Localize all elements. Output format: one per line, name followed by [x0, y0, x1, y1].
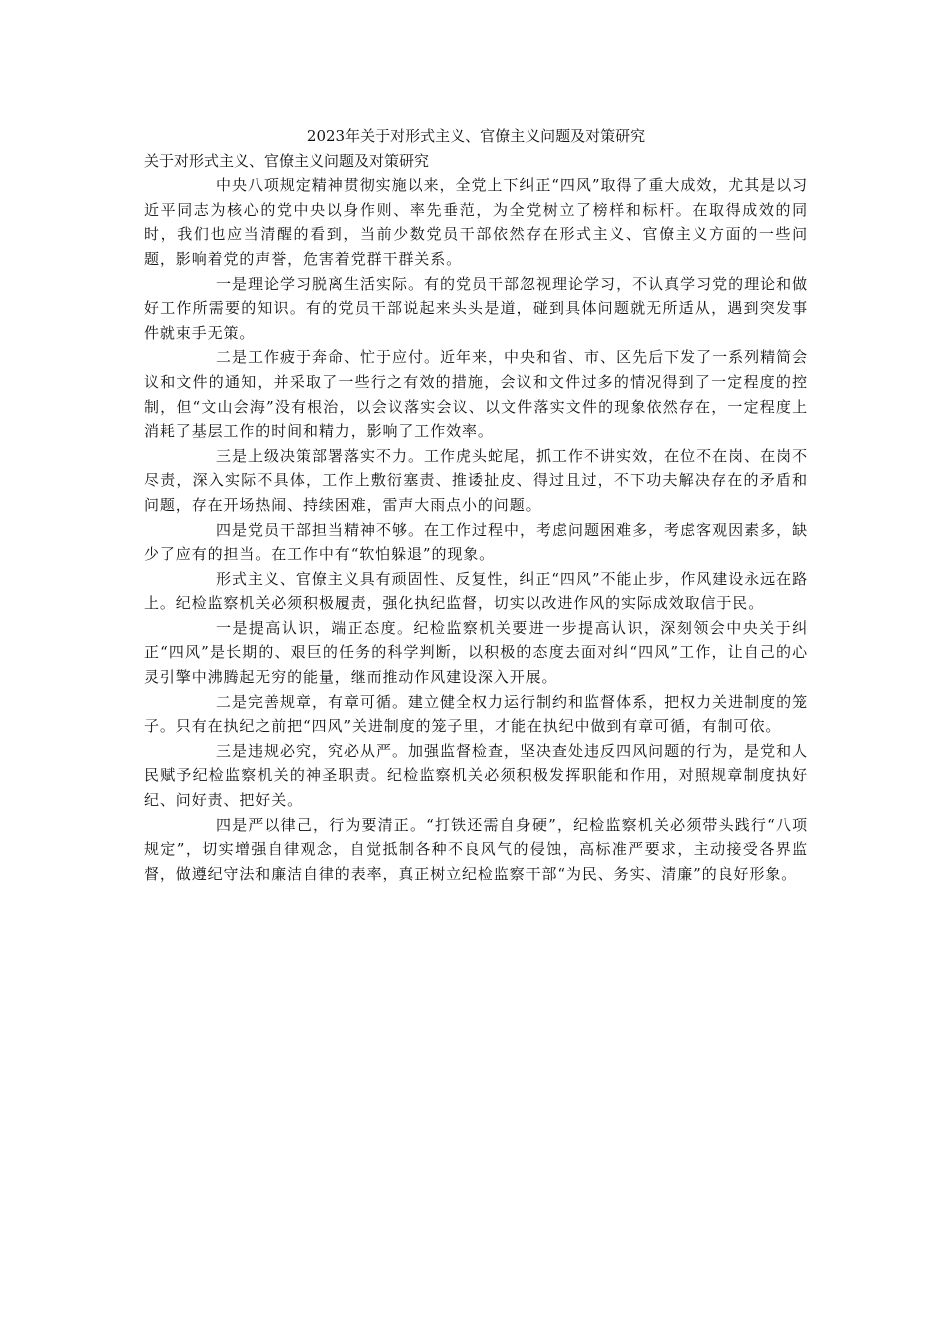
- paragraph-transition: 形式主义、官僚主义具有顽固性、反复性，纠正“四风”不能止步，作风建设永远在路上。纪检监察机关必须积极履责，强化执纪监督，切实以改进作风的实际成效取信于民。: [144, 569, 808, 613]
- paragraph-problem-4: 四是党员干部担当精神不够。在工作过程中，考虑问题困难多，考虑客观因素多，缺少了应有的担当。在工作中有“软怕躲退”的现象。: [144, 520, 808, 564]
- paragraph-problem-1: 一是理论学习脱离生活实际。有的党员干部忽视理论学习，不认真学习党的理论和做好工作所需要的知识。有的党员干部说起来头头是道，碰到具体问题就无所适从，遇到突发事件就束手无策。: [144, 274, 808, 342]
- paragraph-measure-2: 二是完善规章，有章可循。建立健全权力运行制约和监督体系，把权力关进制度的笼子。只有在执纪之前把“四风”关进制度的笼子里，才能在执纪中做到有章可循，有制可依。: [144, 692, 808, 736]
- document-title: 2023年关于对形式主义、官僚主义问题及对策研究: [306, 127, 646, 145]
- paragraph-measure-1: 一是提高认识，端正态度。纪检监察机关要进一步提高认识，深刻领会中央关于纠正“四风”是长期的、艰巨的任务的科学判断，以积极的态度去面对纠“四风”工作，让自己的心灵引擎中沸腾起无穷的能量，继而推动作风建设深入开展。: [144, 618, 808, 687]
- paragraph-measure-4: 四是严以律己，行为要清正。“打铁还需自身硬”，纪检监察机关必须带头践行“八项规定”，切实增强自律观念，自觉抵制各种不良风气的侵蚀，高标准严要求，主动接受各界监督，做遵纪守法和廉洁自律的表率，真正树立纪检监察干部“为民、务实、清廉”的良好形象。: [144, 815, 808, 883]
- paragraph-measure-3: 三是违规必究，究必从严。加强监督检查，坚决查处违反四风问题的行为，是党和人民赋予纪检监察机关的神圣职责。纪检监察机关必须积极发挥职能和作用，对照规章制度执好纪、问好责、把好关。: [144, 741, 808, 810]
- document-subtitle: 关于对形式主义、官僚主义问题及对策研究: [144, 151, 430, 170]
- paragraph-intro: 中央八项规定精神贯彻实施以来，全党上下纠正“四风”取得了重大成效，尤其是以习近平同志为核心的党中央以身作则、率先垂范，为全党树立了榜样和标杆。在取得成效的同时，我们也应当清醒的看到，当前少数党员干部依然存在形式主义、官僚主义方面的一些问题，影响着党的声誉，危害着党群干群关系。: [144, 176, 808, 268]
- paragraph-problem-3: 三是上级决策部署落实不力。工作虎头蛇尾，抓工作不讲实效，在位不在岗、在岗不尽责，深入实际不具体，工作上敷衍塞责、推诿扯皮、得过且过，不下功夫解决存在的矛盾和问题，存在开场热闹、持续困难，雷声大雨点小的问题。: [144, 446, 808, 514]
- document-body: [144, 124, 808, 886]
- paragraph-problem-2: 二是工作疲于奔命、忙于应付。近年来，中央和省、市、区先后下发了一系列精简会议和文件的通知，并采取了一些行之有效的措施，会议和文件过多的情况得到了一定程度的控制，但“文山会海”没有根治，以会议落实会议、以文件落实文件的现象依然存在，一定程度上消耗了基层工作的时间和精力，影响了工作效率。: [144, 348, 808, 441]
